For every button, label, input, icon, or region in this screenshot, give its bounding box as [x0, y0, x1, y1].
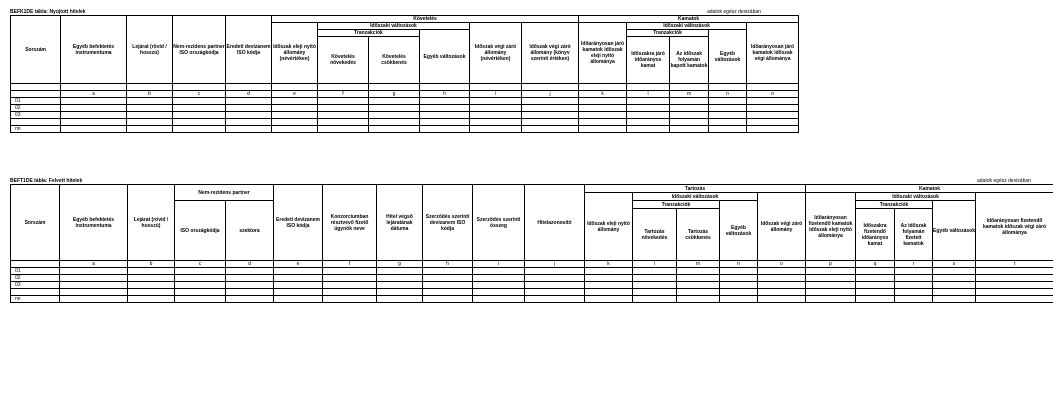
t1-letter-o: o — [747, 91, 799, 98]
t2-header-kamat-egyeb: Egyéb változások — [933, 201, 976, 261]
t2-letter-a: a — [60, 261, 128, 268]
row-number — [11, 119, 61, 126]
row-number: 02 — [11, 105, 61, 112]
t1-header-kamat-egyeb: Egyéb változások — [709, 30, 747, 84]
t1-header-koveteles-csokkenes: Követelés csökkenés — [369, 37, 420, 84]
t2-letter-h: h — [423, 261, 473, 268]
t2-header-nyito-allomany: Időszak eleji nyitó állomány — [585, 193, 633, 261]
t2-header-kamat-fizetendo: Időszakra fizetendő időarányos kamat — [856, 209, 895, 261]
t2-header-kamat-idoszaki-valtozasok: Időszaki változások — [856, 193, 976, 201]
t2-header-tartozas-csokkenes: Tartozás csökkenés — [677, 209, 720, 261]
table1-title: BEFK1DE tábla: Nyújtott hitelek — [10, 9, 86, 15]
t1-letter-k: k — [579, 91, 627, 98]
table-row — [11, 289, 1053, 296]
table-row — [11, 275, 1053, 282]
t2-header-eredeti-devizanem: Eredeti devizanem ISO kódja — [274, 185, 323, 261]
table-row — [11, 282, 1053, 289]
t1-letter-blank — [11, 91, 61, 98]
t1-header-kamatok: Kamatok — [579, 16, 799, 23]
t1-header-koveteles-novekedes: Követelés növekedés — [318, 37, 369, 84]
t1-header-idoszaki-valtozasok: Időszaki változások — [318, 23, 470, 30]
t2-header-iso-orszagkod: ISO országkódja — [175, 201, 226, 261]
t2-header-tartozas-novekedes: Tartozás növekedés — [633, 209, 677, 261]
t2-header-kamat-zaro: Időarányosan fizetendő kamatok időszak végi záró állománya — [976, 193, 1053, 261]
table-row — [11, 105, 799, 112]
row-number: 03 — [11, 282, 60, 289]
t2-letter-o: o — [758, 261, 806, 268]
t2-letter-g: g — [377, 261, 423, 268]
t2-header-lejarat: Lejárat (rövid / hosszú) — [128, 185, 175, 261]
t2-letter-j: j — [525, 261, 585, 268]
t2-header-zaro-allomany: Időszak végi záró állomány — [758, 193, 806, 261]
t2-letter-b: b — [128, 261, 175, 268]
t1-letter-m: m — [670, 91, 709, 98]
t1-letter-d: d — [226, 91, 272, 98]
t1-header-sorszam: Sorszám — [11, 16, 61, 84]
table1-unit-note: adatok egész devizában — [707, 9, 761, 15]
row-number: nn — [11, 125, 61, 132]
t2-letter-c: c — [175, 261, 226, 268]
t2-header-tranzakciok: Tranzakciók — [633, 201, 720, 209]
t2-letter-f: f — [323, 261, 377, 268]
t2-letter-m: m — [677, 261, 720, 268]
t2-letter-blank — [11, 261, 60, 268]
t2-header-kamat-nyito: Időarányosan fizetendő kamatok időszak eleji nyitó állománya — [806, 193, 856, 261]
t1-letter-e: e — [272, 91, 318, 98]
t2-letter-e: e — [274, 261, 323, 268]
t1-header-egyeb-valtozasok: Egyéb változások — [420, 30, 470, 84]
t2-header-szerzodes-devizanem: Szerződés szerinti devizanem ISO kódja — [423, 185, 473, 261]
t1-header-kamat-tranzakciok: Tranzakciók — [627, 30, 709, 37]
t1-header-kamat-nyito: Időarányosan járó kamatok időszak eleji nyitó állománya — [579, 23, 627, 84]
t2-header-nemrez-partner: Nem-rezidens partner — [175, 185, 274, 201]
t1-letter-l: l — [627, 91, 670, 98]
t1-header-nyito-allomany: Időszak eleji nyitó állomány (névértéken) — [272, 23, 318, 84]
t1-letter-h: h — [420, 91, 470, 98]
table2 — [10, 184, 1053, 303]
t2-letter-r: r — [895, 261, 933, 268]
t2-letter-t: t — [976, 261, 1053, 268]
t2-header-szektora: szektora — [226, 201, 274, 261]
t1-header-tranzakciok: Tranzakciók — [318, 30, 420, 37]
t2-header-kamat-tranzakciok: Tranzakciók — [856, 201, 933, 209]
table-row — [11, 268, 1053, 275]
row-number: 02 — [11, 275, 60, 282]
row-number: 01 — [11, 98, 61, 105]
t2-header-idoszaki-valtozasok: Időszaki változások — [633, 193, 758, 201]
t1-header-kamat-kapott: Az időszak folyamán kapott kamatok — [670, 37, 709, 84]
t2-letter-q: q — [856, 261, 895, 268]
t2-letter-p: p — [806, 261, 856, 268]
t1-header-lejarat: Lejárat (rövid / hosszú) — [127, 16, 173, 84]
t2-letter-i: i — [473, 261, 525, 268]
t1-letter-j: j — [522, 91, 579, 98]
t2-header-kamatok: Kamatok — [806, 185, 1053, 193]
t1-header-kamat-jaro: Időszakra járó időarányos kamat — [627, 37, 670, 84]
t2-header-sorszam: Sorszám — [11, 185, 60, 261]
t1-header-eredeti-devizanem: Eredeti devizanem ISO kódja — [226, 16, 272, 84]
row-number: nn — [11, 295, 60, 302]
t1-letter-i: i — [470, 91, 522, 98]
table-row — [11, 98, 799, 105]
row-number: 01 — [11, 268, 60, 275]
t1-letter-f: f — [318, 91, 369, 98]
t2-letter-l: l — [633, 261, 677, 268]
t1-header-nemrez-iso: Nem-rezidens partner ISO országkódja — [173, 16, 226, 84]
t2-header-egyeb-valtozasok: Egyéb változások — [720, 201, 758, 261]
table1 — [10, 15, 799, 133]
t2-header-tartozas: Tartozás — [585, 185, 806, 193]
row-number: 03 — [11, 112, 61, 119]
t1-header-egyeb-instrumentum: Egyéb befektetés instrumentuma — [61, 16, 127, 84]
t2-header-hitelazonosito: Hitelazonosító — [525, 185, 585, 261]
t1-header-zaro-konyv: Időszak végi záró állomány (könyv szerinti értéken) — [522, 23, 579, 84]
t1-letter-b: b — [127, 91, 173, 98]
t2-header-konzorcium: Konzorciumban résztvevő fizető ügynök neve — [323, 185, 377, 261]
table2-unit-note: adatok egész devizában — [977, 178, 1031, 184]
t1-header-kamat-idoszaki-valtozasok: Időszaki változások — [627, 23, 747, 30]
t2-header-szerzodes-osszeg: Szerződés szerinti összeg — [473, 185, 525, 261]
table-row — [11, 295, 1053, 302]
table-row — [11, 112, 799, 119]
t2-letter-d: d — [226, 261, 274, 268]
table2-title: BEFT1DE tábla: Felvett hitelek — [10, 178, 83, 184]
t2-header-kamat-fizetett: Az időszak folyamán fizetett kamatok — [895, 209, 933, 261]
t1-letter-c: c — [173, 91, 226, 98]
t1-header-koveteles: Követelés — [272, 16, 579, 23]
t1-letter-a: a — [61, 91, 127, 98]
row-number — [11, 289, 60, 296]
t2-letter-s: s — [933, 261, 976, 268]
t1-header-kamat-zaro: Időarányosan járó kamatok időszak végi állománya — [747, 23, 799, 84]
t2-letter-n: n — [720, 261, 758, 268]
t1-letter-n: n — [709, 91, 747, 98]
t2-header-hitel-lejarat: Hitel végső lejáratának dátuma — [377, 185, 423, 261]
table-row — [11, 125, 799, 132]
t1-letter-g: g — [369, 91, 420, 98]
table-row — [11, 119, 799, 126]
t2-header-egyeb-instrumentum: Egyéb befektetés instrumentuma — [60, 185, 128, 261]
t2-letter-k: k — [585, 261, 633, 268]
t1-header-zaro-nevertek: Időszak végi záró állomány (névértéken) — [470, 23, 522, 84]
